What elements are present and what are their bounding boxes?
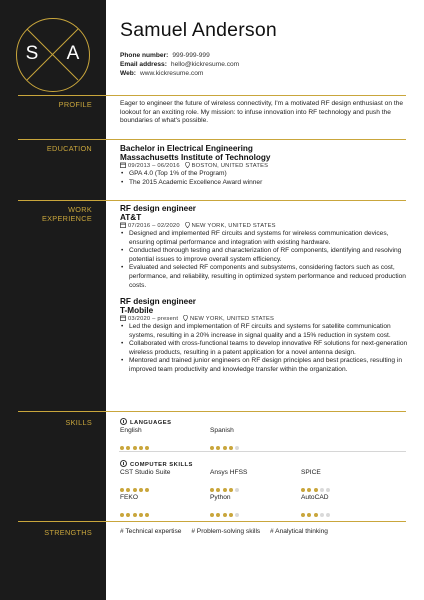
rating-dot-filled: [120, 446, 124, 450]
rating-dot-empty: [235, 488, 239, 492]
rating-dot-filled: [223, 446, 227, 450]
job2-meta: [120, 315, 274, 323]
rating-dot-empty: [320, 488, 324, 492]
divider-strengths: [18, 521, 406, 522]
section-label-skills: SKILLS: [65, 418, 92, 427]
job1-meta: [120, 222, 276, 230]
logo-letter-left: S: [23, 44, 41, 64]
rating-dot-filled: [229, 488, 233, 492]
rating-dot-filled: [210, 446, 214, 450]
job2-bullets: [120, 323, 408, 375]
divider-education: [18, 139, 406, 140]
rating-dot-filled: [301, 513, 305, 517]
education-school: Massachusetts Institute of Technology: [120, 153, 271, 162]
rating-dot-filled: [223, 488, 227, 492]
rating-dot-filled: [229, 513, 233, 517]
calendar-icon: [120, 315, 126, 321]
rating-dot-filled: [139, 488, 143, 492]
skill-name: AutoCAD: [301, 494, 329, 501]
web-label: Web:: [120, 70, 136, 77]
job2-company: T-Mobile: [120, 306, 154, 315]
location-pin-icon: [185, 162, 190, 168]
list-item: • Mentored and trained junior engineers on RF design principles and best practices, resulting in improved team productivity and knowledge transfer within the organization.: [120, 357, 408, 374]
list-item: • GPA 4.0 (Top 1% of the Program): [120, 170, 408, 179]
skill-name: Ansys HFSS: [210, 469, 248, 476]
rating-dot-filled: [139, 446, 143, 450]
rating-dot-filled: [314, 488, 318, 492]
rating-dot-empty: [326, 488, 330, 492]
rating-dot-filled: [210, 513, 214, 517]
profile-summary: Eager to engineer the future of wireless connectivity, I'm a motivated RF design enthusiast on the lookout for an exciting role. My mission: to infuse innovation into RF technology and push the boundaries of what's possible.: [120, 100, 403, 125]
strengths-tags: [120, 528, 336, 536]
strength-tag: # Technical expertise: [120, 528, 182, 535]
calendar-icon: [120, 222, 126, 228]
section-label-profile: PROFILE: [58, 100, 92, 109]
rating-dot-filled: [307, 488, 311, 492]
rating-dot-filled: [126, 488, 130, 492]
skill-level-dots: [120, 479, 151, 484]
skill-level-dots: [120, 437, 151, 442]
skill-level-dots: [210, 504, 241, 509]
calendar-icon: [120, 162, 126, 168]
list-item: • Led the design and implementation of RF circuits and systems for satellite communication systems, resulting in a 20% increase in signal quality and a 15% reduction in system cost.: [120, 323, 408, 340]
computer-skills-header: COMPUTER SKILLS: [120, 460, 193, 469]
skill-level-dots: [301, 504, 332, 509]
list-item: • Evaluated and selected RF components and subsystems, considering factors such as cost, performance, and reliability, resulting in optimized system performance and reduced production costs.: [120, 264, 408, 290]
rating-dot-empty: [235, 513, 239, 517]
monogram-logo: [16, 18, 90, 92]
job2-title: RF design engineer: [120, 297, 196, 306]
list-item: • Collaborated with cross-functional teams to develop innovative RF solutions for next-generation wireless products, resulting in a patent application for a novel antenna design.: [120, 340, 408, 357]
contact-web: [120, 69, 203, 78]
rating-dot-filled: [145, 488, 149, 492]
contact-phone: [120, 51, 210, 60]
rating-dot-filled: [216, 488, 220, 492]
divider-work: [18, 200, 406, 201]
education-bullets: [120, 170, 408, 187]
list-item: • The 2015 Academic Excellence Award winner: [120, 179, 408, 188]
section-label-work: WORK: [68, 205, 92, 214]
rating-dot-filled: [216, 446, 220, 450]
section-label-strengths: STRENGTHS: [44, 528, 92, 537]
list-item: • Conducted thorough testing and characterization of RF components, identifying and resolving potential issues to improve overall system efficiency.: [120, 247, 408, 264]
skill-name: CST Studio Suite: [120, 469, 171, 476]
job2-dates: 03/2020 – present: [128, 316, 179, 322]
education-degree: Bachelor in Electrical Engineering: [120, 144, 253, 153]
section-label-education: EDUCATION: [46, 144, 92, 153]
section-label-experience: EXPERIENCE: [41, 214, 92, 223]
rating-dot-filled: [145, 513, 149, 517]
rating-dot-filled: [307, 513, 311, 517]
rating-dot-filled: [133, 446, 137, 450]
job1-dates: 07/2016 – 02/2020: [128, 223, 180, 229]
rating-dot-filled: [216, 513, 220, 517]
rating-dot-empty: [320, 513, 324, 517]
skill-name: FEKO: [120, 494, 138, 501]
skill-level-dots: [301, 479, 332, 484]
rating-dot-filled: [139, 513, 143, 517]
email-label: Email address:: [120, 61, 167, 68]
rating-dot-filled: [229, 446, 233, 450]
location-pin-icon: [183, 315, 188, 321]
languages-header: LANGUAGES: [120, 418, 172, 427]
rating-dot-filled: [314, 513, 318, 517]
job1-bullets: [120, 230, 408, 290]
contact-email: [120, 60, 239, 69]
skill-name: English: [120, 427, 142, 434]
candidate-name: Samuel Anderson: [120, 19, 277, 41]
rating-dot-filled: [210, 488, 214, 492]
skill-name: Python: [210, 494, 231, 501]
job1-title: RF design engineer: [120, 204, 196, 213]
info-icon: [120, 460, 127, 467]
info-icon: [120, 418, 127, 425]
education-meta: [120, 162, 268, 170]
strength-tag: # Problem-solving skills: [191, 528, 261, 535]
rating-dot-filled: [120, 513, 124, 517]
divider-skills: [18, 411, 406, 412]
skill-level-dots: [210, 479, 241, 484]
phone-label: Phone number:: [120, 52, 169, 59]
education-dates: 09/2013 – 06/2016: [128, 163, 180, 169]
location-pin-icon: [185, 222, 190, 228]
rating-dot-filled: [126, 513, 130, 517]
education-location: BOSTON, UNITED STATES: [191, 163, 269, 169]
job2-location: NEW YORK, UNITED STATES: [189, 316, 275, 322]
web-value[interactable]: www.kickresume.com: [140, 70, 204, 77]
logo-letter-right: A: [64, 44, 82, 64]
phone-value: 999-999-999: [172, 52, 210, 59]
skill-level-dots: [210, 437, 241, 442]
rating-dot-filled: [126, 446, 130, 450]
rating-dot-filled: [223, 513, 227, 517]
email-value[interactable]: hello@kickresume.com: [170, 61, 240, 68]
list-item: • Designed and implemented RF circuits and systems for wireless communication devices, ensuring optimal performance and integration with existing hardware.: [120, 230, 408, 247]
rating-dot-filled: [133, 488, 137, 492]
rating-dot-filled: [301, 488, 305, 492]
rating-dot-filled: [120, 488, 124, 492]
divider-profile: [18, 95, 406, 96]
rating-dot-empty: [235, 446, 239, 450]
skill-name: Spanish: [210, 427, 234, 434]
job1-location: NEW YORK, UNITED STATES: [191, 223, 276, 229]
rating-dot-empty: [326, 513, 330, 517]
strength-tag: # Analytical thinking: [270, 528, 328, 535]
skill-level-dots: [120, 504, 151, 509]
rating-dot-filled: [145, 446, 149, 450]
job1-company: AT&T: [120, 213, 142, 222]
divider-skills-inner: [119, 451, 406, 452]
skill-name: SPICE: [301, 469, 321, 476]
rating-dot-filled: [133, 513, 137, 517]
